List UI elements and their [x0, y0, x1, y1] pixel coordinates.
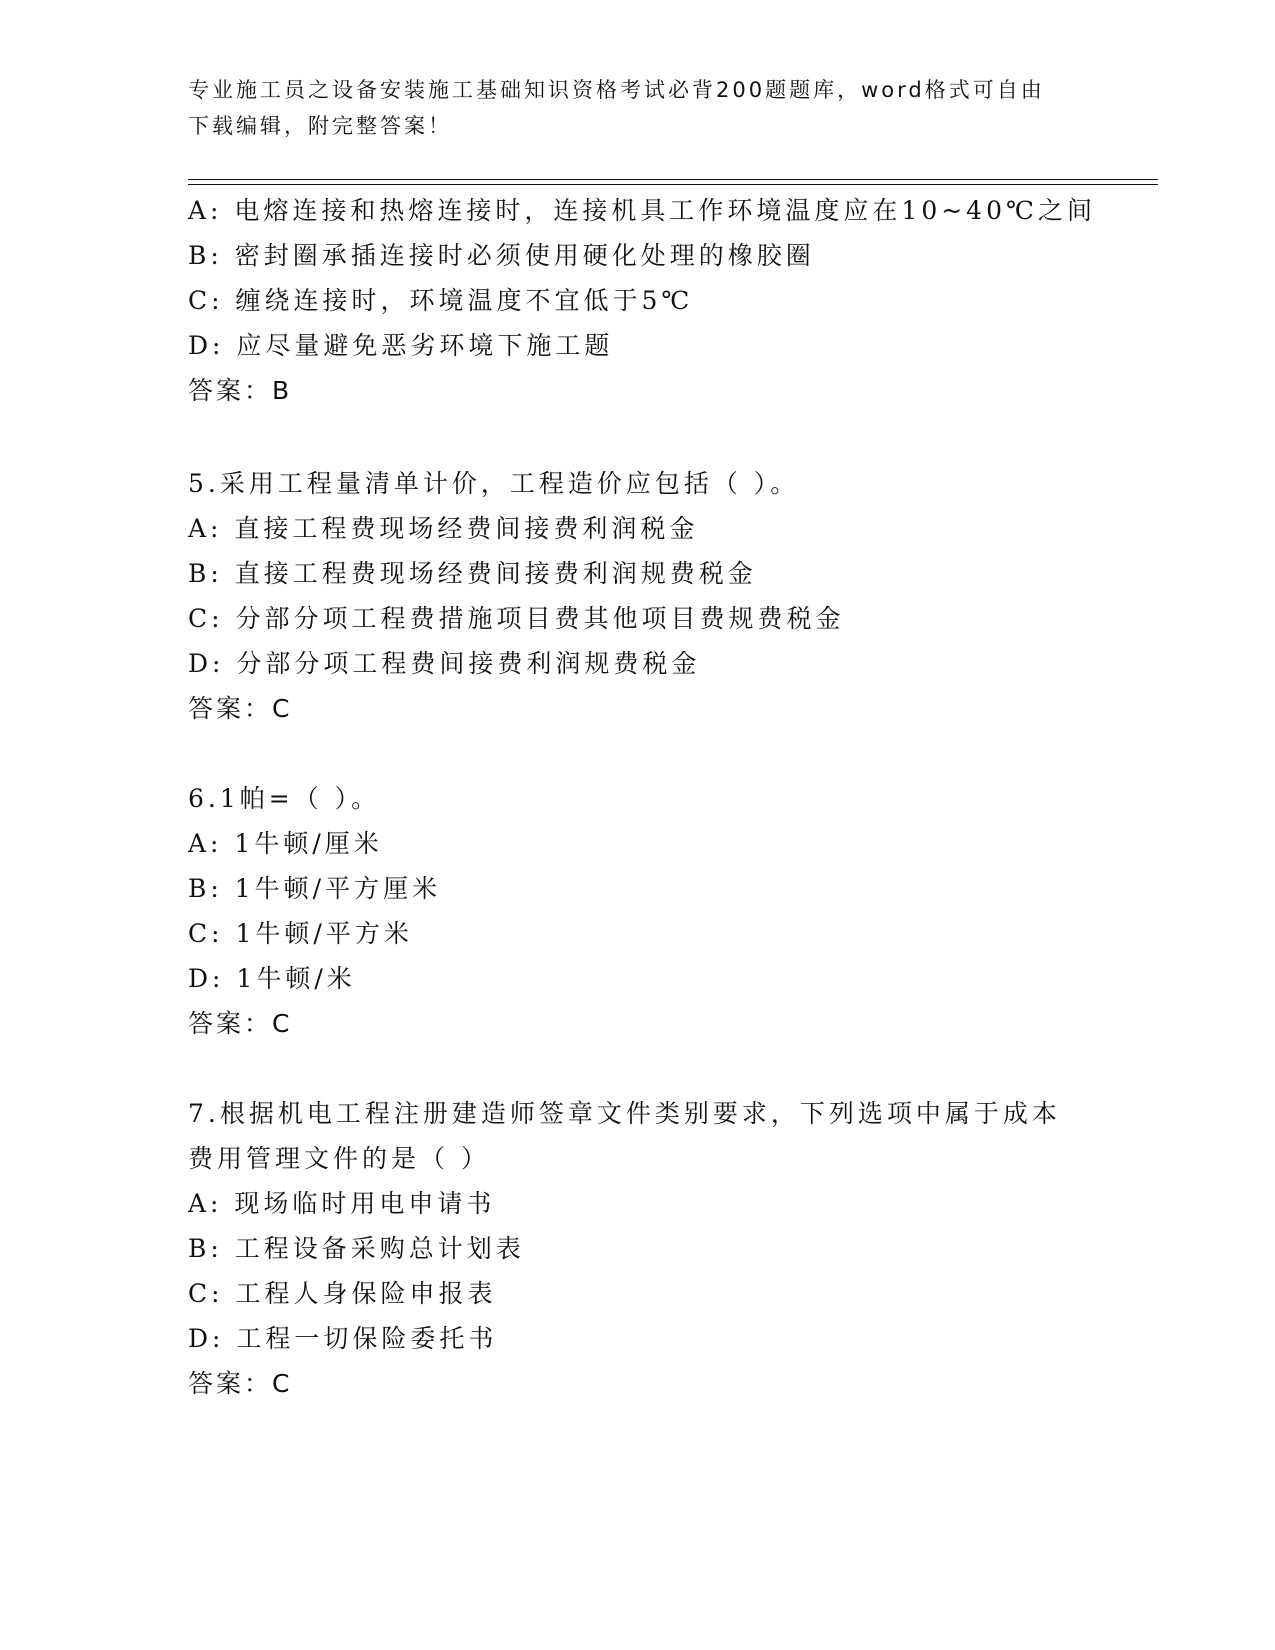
- q5-option-c: C: 分部分项工程费措施项目费其他项目费规费税金: [188, 604, 845, 633]
- header-line-2: 下载编辑，附完整答案！: [188, 114, 452, 138]
- q7-stem-line-2: 费用管理文件的是（ ）: [188, 1144, 490, 1173]
- q4-option-a: A: 电熔连接和热熔连接时，连接机具工作环境温度应在10~40℃之间: [188, 196, 1096, 225]
- q6-option-c: C: 1牛顿/平方米: [188, 919, 413, 948]
- q5-stem: 5.采用工程量清单计价，工程造价应包括（ ）。: [188, 469, 800, 498]
- q4-option-d: D: 应尽量避免恶劣环境下施工题: [188, 331, 614, 360]
- q6-answer: 答案：C: [188, 1009, 293, 1038]
- q5-option-a: A: 直接工程费现场经费间接费利润税金: [188, 514, 699, 543]
- q5-option-b: B: 直接工程费现场经费间接费利润规费税金: [188, 559, 757, 588]
- q7-option-d: D: 工程一切保险委托书: [188, 1324, 498, 1353]
- q4-answer: 答案：B: [188, 376, 293, 405]
- q6-option-d: D: 1牛顿/米: [188, 964, 356, 993]
- q7-answer: 答案：C: [188, 1369, 293, 1398]
- header-divider-bottom: [188, 184, 1158, 185]
- q6-option-a: A: 1牛顿/厘米: [188, 829, 383, 858]
- q7-option-b: B: 工程设备采购总计划表: [188, 1234, 525, 1263]
- q6-option-b: B: 1牛顿/平方厘米: [188, 874, 442, 903]
- q7-option-c: C: 工程人身保险申报表: [188, 1279, 497, 1308]
- q7-stem-line-1: 7.根据机电工程注册建造师签章文件类别要求，下列选项中属于成本: [188, 1099, 1061, 1128]
- header-divider-top: [188, 179, 1158, 180]
- header-line-1: 专业施工员之设备安装施工基础知识资格考试必背200题题库，word格式可自由: [188, 78, 1045, 102]
- q4-option-c: C: 缠绕连接时，环境温度不宜低于5℃: [188, 286, 694, 315]
- q5-answer: 答案：C: [188, 694, 293, 723]
- q4-option-b: B: 密封圈承插连接时必须使用硬化处理的橡胶圈: [188, 241, 815, 270]
- document-header: [188, 72, 1088, 144]
- q5-option-d: D: 分部分项工程费间接费利润规费税金: [188, 649, 701, 678]
- q6-stem: 6.1帕=（ ）。: [188, 784, 381, 813]
- q7-option-a: A: 现场临时用电申请书: [188, 1189, 496, 1218]
